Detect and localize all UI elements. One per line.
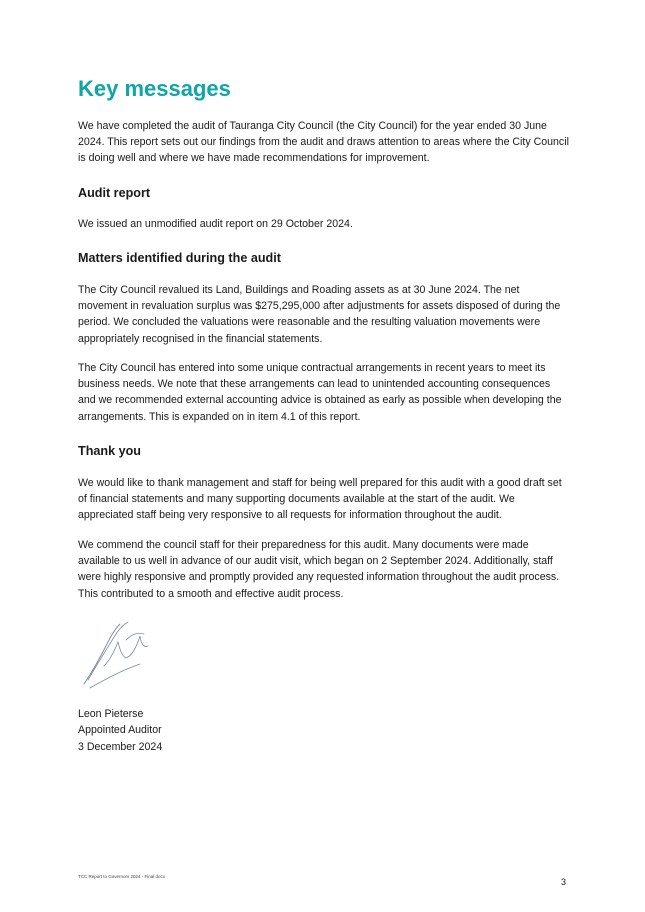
signer-date: 3 December 2024: [78, 740, 163, 753]
signer-role: Appointed Auditor: [78, 724, 162, 737]
signature-image: [78, 620, 158, 690]
audit-report-heading: Audit report: [78, 186, 151, 200]
thank-you-paragraph-2: We commend the council staff for their preparedness for this audit. Many documents were made available to us well in advance of our audit visit, which began on 2 September 2024. Additionally, staff were highly responsive and promptly provided any requested information throughout the audit process. This contributed to a smooth and effective audit process.: [78, 539, 560, 600]
page-title: Key messages: [78, 76, 231, 101]
signer-block: [78, 706, 162, 755]
page-number: 3: [561, 877, 567, 887]
thank-you-heading: Thank you: [78, 444, 141, 458]
matters-paragraph-1: The City Council revalued its Land, Buildings and Roading assets as at 30 June 2024. The net movement in revaluation surplus was $275,295,000 after adjustments for assets disposed of during the period. We concluded the valuations were reasonable and the resulting valuation movements were appropriately recognised in the financial statements.: [78, 284, 561, 345]
thank-you-paragraph-1: We would like to thank management and staff for being well prepared for this audit with a good draft set of financial statements and many supporting documents available at the start of the audit. We appreciated staff being very responsive to all requests for information throughout the audit.: [78, 477, 562, 522]
footer-document-name: TCC Report to Governors 2024 - Final docx: [78, 874, 166, 879]
audit-report-text: We issued an unmodified audit report on 29 October 2024.: [78, 218, 353, 230]
matters-heading: Matters identified during the audit: [78, 251, 281, 265]
matters-paragraph-2: The City Council has entered into some unique contractual arrangements in recent years to meet its business needs. We note that these arrangements can lead to unintended accounting consequences and we recommended external accounting advice is obtained as early as possible when developing the arrangements. This is expanded on in item 4.1 of this report.: [78, 362, 562, 423]
intro-paragraph: We have completed the audit of Tauranga City Council (the City Council) for the year ended 30 June 2024. This report sets out our findings from the audit and draws attention to areas where the City Council is doing well and where we have made recommendations for improvement.: [78, 120, 569, 165]
signer-name: Leon Pieterse: [78, 708, 144, 720]
